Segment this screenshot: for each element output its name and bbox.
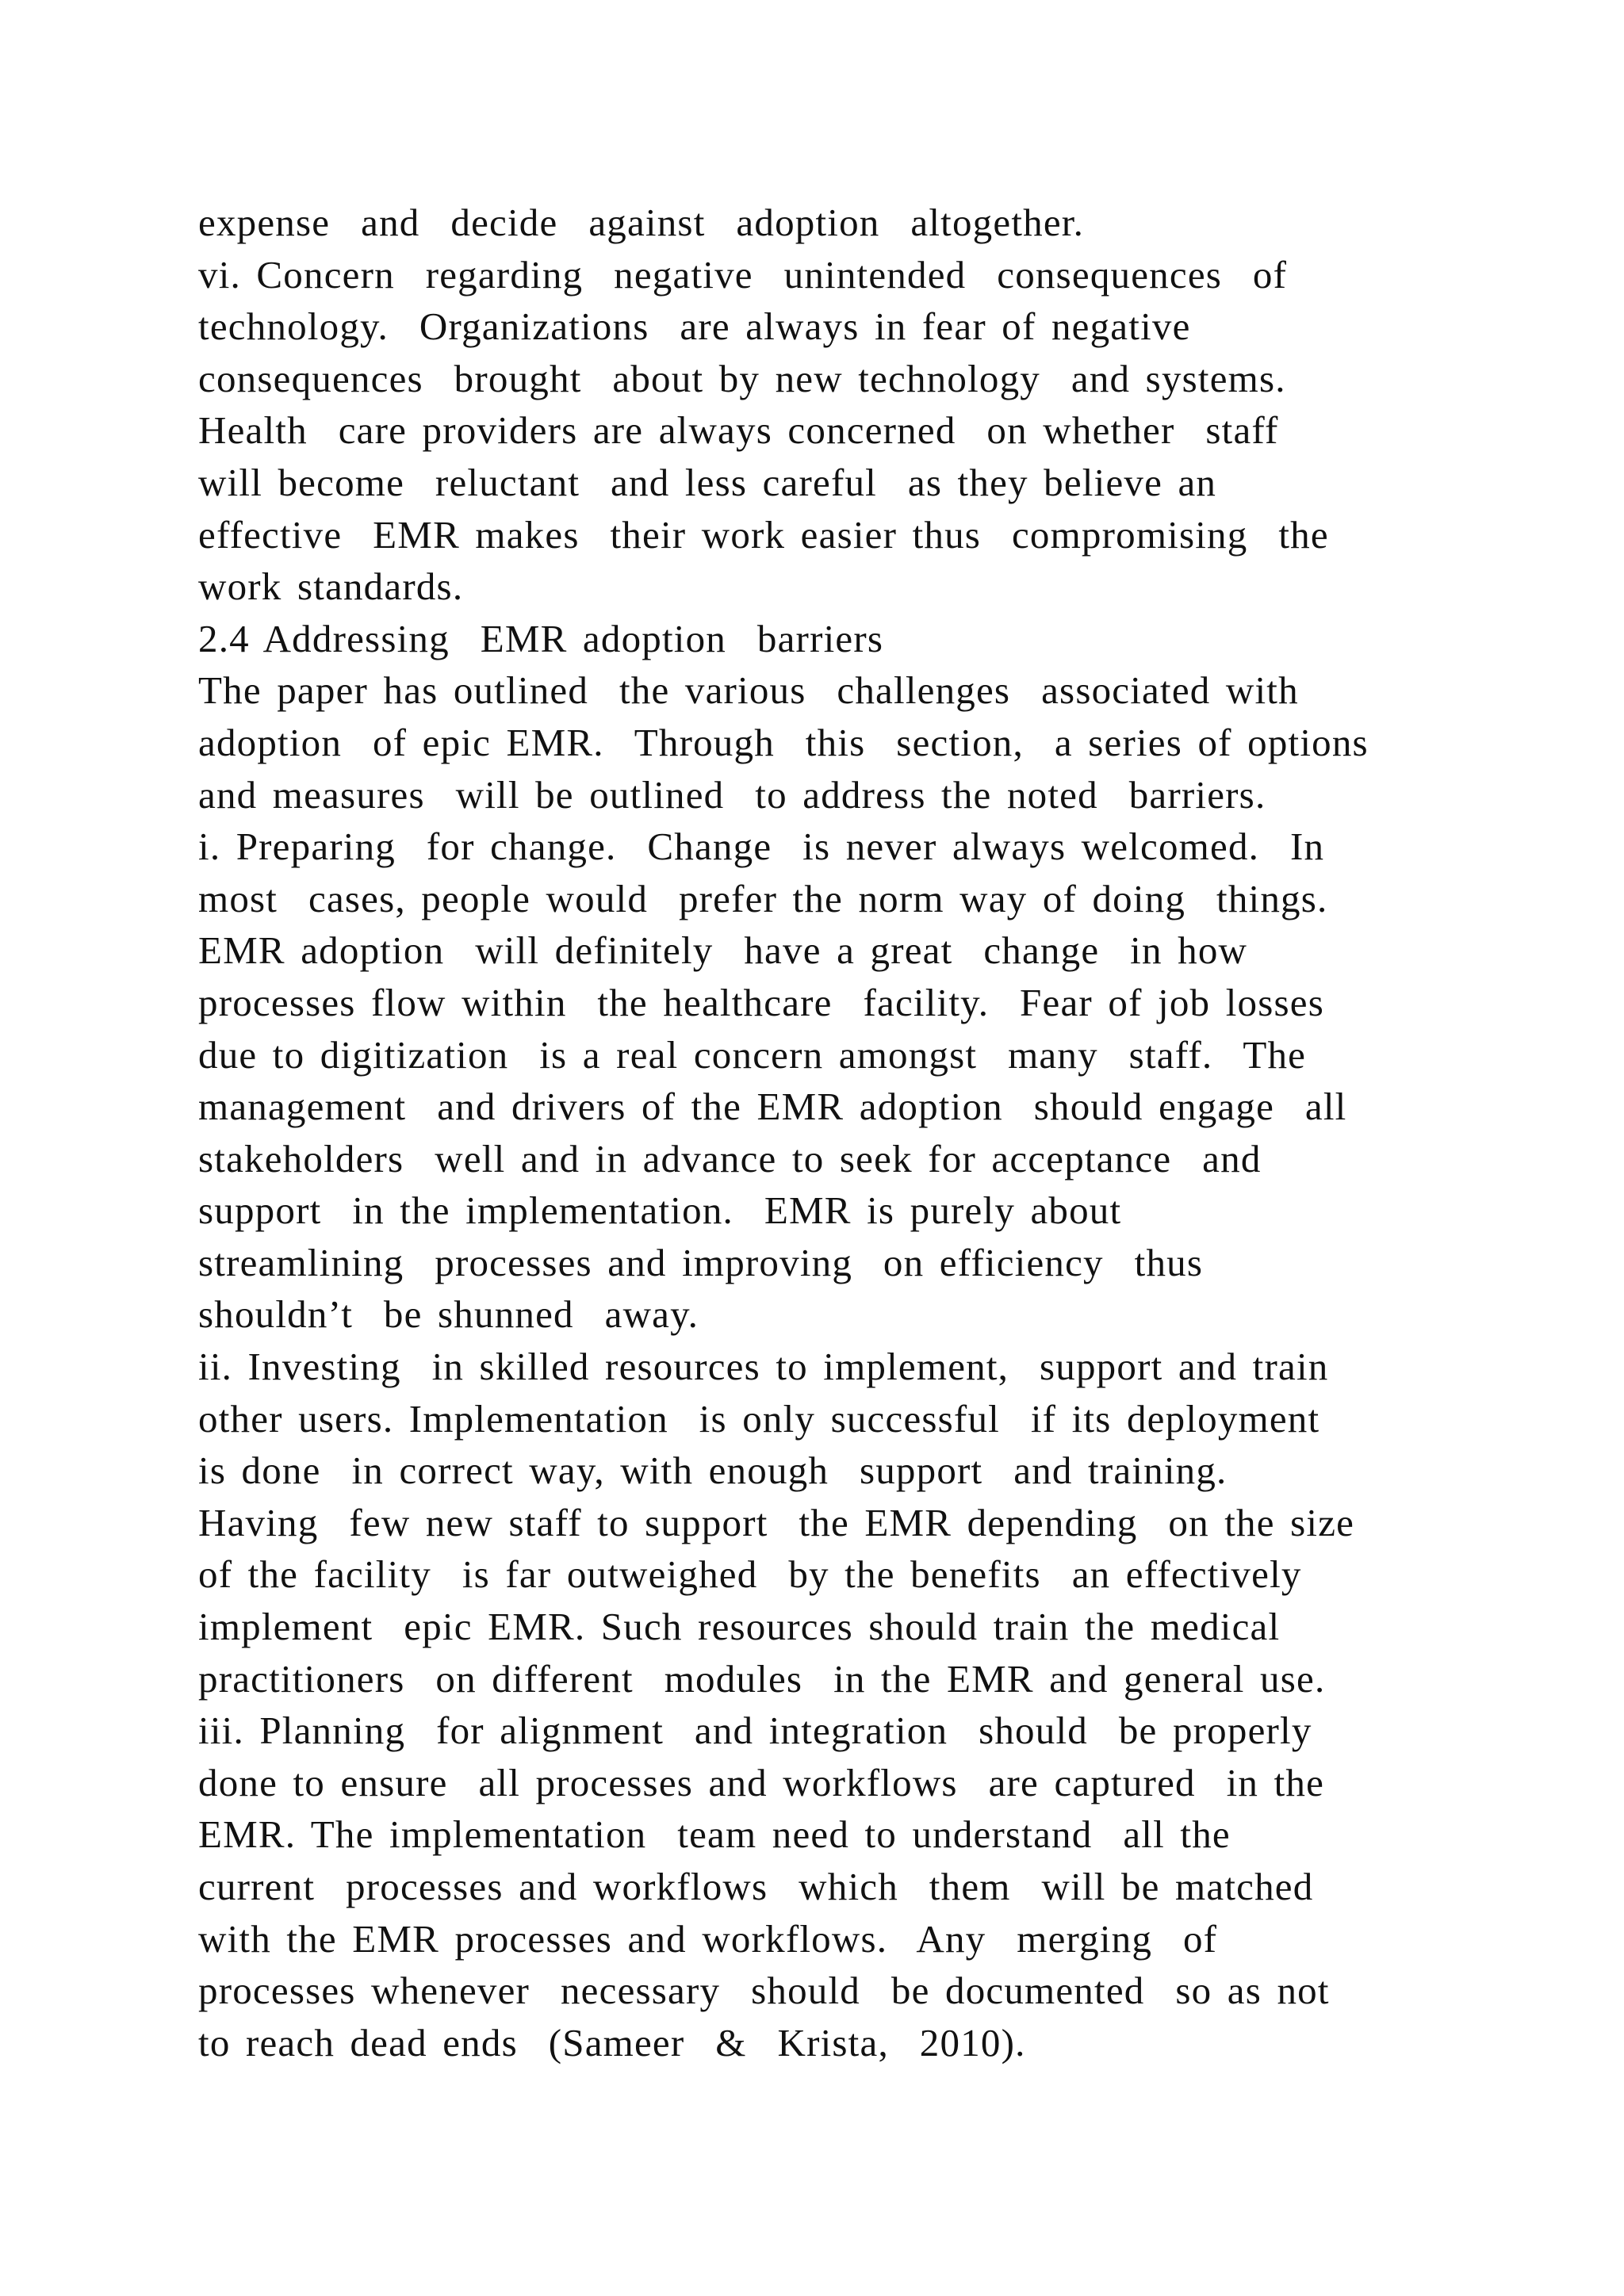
text-line: is done in correct way, with enough support and training. [198, 1448, 1228, 1493]
text-line: most cases, people would prefer the norm way of doing things. [198, 876, 1328, 920]
text-line: expense and decide against adoption altogether. [198, 201, 1085, 244]
text-line: processes flow within the healthcare facility. Fear of job losses [198, 980, 1324, 1024]
text-line: practitioners on different modules in the EMR and general use. [198, 1656, 1326, 1701]
text-line: EMR. The implementation team need to understand all the [198, 1812, 1231, 1857]
text-line: support in the implementation. EMR is purely about [198, 1188, 1122, 1233]
text-line: other users. Implementation is only successful if its deployment [198, 1396, 1320, 1441]
text-line: streamlining processes and improving on efficiency thus [198, 1240, 1204, 1284]
text-line: of the facility is far outweighed by the benefits an effectively [198, 1552, 1302, 1597]
text-line: effective EMR makes their work easier thus compromising the [198, 512, 1329, 557]
text-line: EMR adoption will definitely have a great change in how [198, 928, 1248, 973]
text-line: and measures will be outlined to address the noted barriers. [198, 772, 1266, 817]
text-line: will become reluctant and less careful as they believe an [198, 460, 1217, 504]
text-line: ii. Investing in skilled resources to implement, support and train [198, 1345, 1329, 1389]
text-line: Health care providers are always concerned on whether staff [198, 408, 1279, 453]
section-heading: 2.4 Addressing EMR adoption barriers [198, 616, 884, 660]
text-line: current processes and workflows which them will be matched [198, 1865, 1314, 1908]
citation-line: to reach dead ends (Sameer & Krista, 2010). [198, 2020, 1026, 2064]
text-line: work standards. [198, 564, 464, 609]
text-line: processes whenever necessary should be documented so as not [198, 1969, 1330, 2013]
text-line: vi. Concern regarding negative unintended consequences of [198, 252, 1288, 297]
text-line: consequences brought about by new technology and systems. [198, 356, 1286, 400]
text-line: Having few new staff to support the EMR depending on the size [198, 1500, 1355, 1544]
text-line: implement epic EMR. Such resources should train the medical [198, 1605, 1281, 1649]
text-line: done to ensure all processes and workflows are captured in the [198, 1760, 1325, 1804]
text-line: due to digitization is a real concern amongst many staff. The [198, 1032, 1307, 1077]
text-line: stakeholders well and in advance to seek for acceptance and [198, 1136, 1262, 1181]
text-line: iii. Planning for alignment and integration should be properly [198, 1709, 1312, 1753]
text-line: management and drivers of the EMR adoption should engage all [198, 1085, 1347, 1129]
body-text [198, 197, 1546, 2068]
text-line: technology. Organizations are always in fear of negative [198, 304, 1191, 349]
text-line: with the EMR processes and workflows. Any merging of [198, 1916, 1218, 1961]
text-line: The paper has outlined the various challenges associated with [198, 668, 1299, 713]
text-line: i. Preparing for change. Change is never always welcomed. In [198, 825, 1325, 869]
text-line: adoption of epic EMR. Through this section, a series of options [198, 720, 1369, 764]
text-line: shouldn’t be shunned away. [198, 1292, 699, 1337]
